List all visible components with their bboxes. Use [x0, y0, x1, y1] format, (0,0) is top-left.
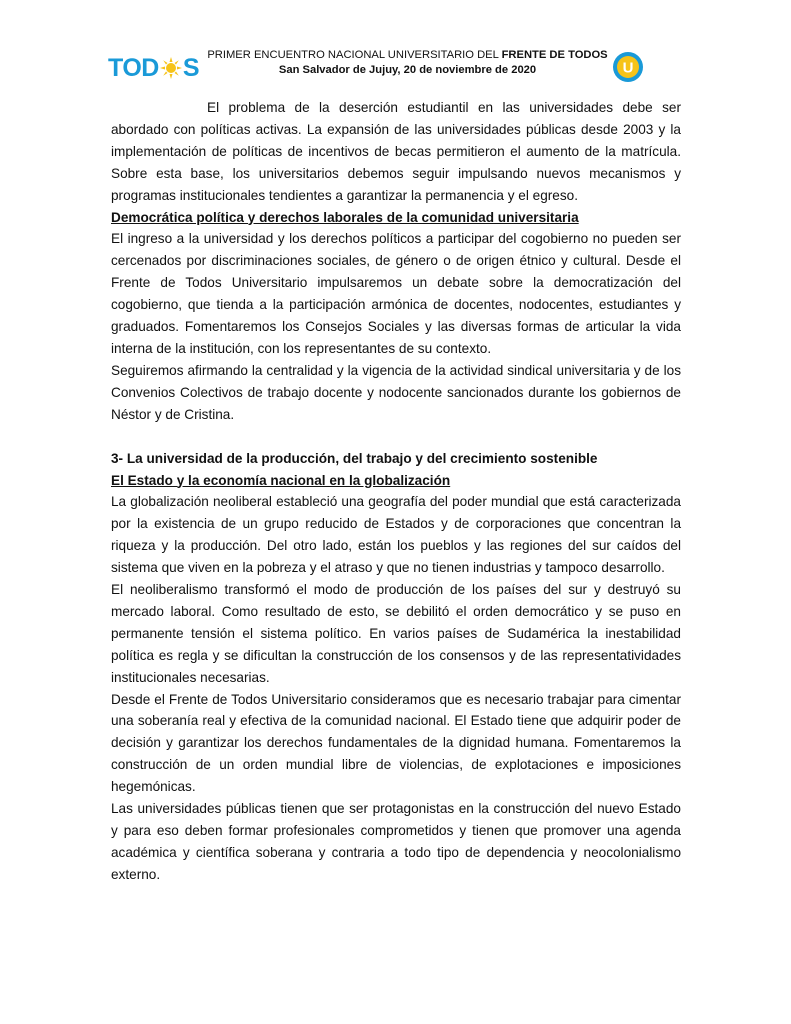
heading-estado-economia: El Estado y la economía nacional en la globalización — [111, 472, 451, 488]
header-line-1-plain: PRIMER ENCUENTRO NACIONAL UNIVERSITARIO DEL — [207, 49, 502, 61]
paragraph-globalizacion: La globalización neoliberal estableció una geografía del poder mundial que está caracterizada por la existencia de un grupo reducido de Estados y de corporaciones que concentran la riqueza y la producción. Del otro lado, están los pueblos y las regiones del sur caídos del sistema que viven en la pobreza y el atraso y que no tienen industrias y tampoco desarrollo. — [111, 494, 681, 576]
logo-text-a: TOD — [108, 53, 159, 82]
sun-icon — [160, 57, 182, 79]
header-line-2: San Salvador de Jujuy, 20 de noviembre de 2020 — [278, 64, 537, 76]
document-body — [111, 97, 681, 886]
paragraph-neoliberalismo: El neoliberalismo transformó el modo de producción de los países del sur y destruyó su mercado laboral. Como resultado de esto, se debilitó el orden democrático y se puso en permanente tensión el sistema político. En varios países de Sudamérica la inestabilidad política es regla y se dificultan la construcción de los consensos y de las representatividades institucionales necesarias. — [111, 582, 681, 685]
blank-line — [111, 426, 681, 448]
todos-logo — [108, 53, 208, 83]
paragraph-ingreso: El ingreso a la universidad y los derechos políticos a participar del cogobierno no pueden ser cercenados por discriminaciones sociales, de género o de origen étnico y cultural. Desde el Frente de Todos Universitario impulsaremos un debate sobre la democratización del cogobierno, que tienda a la participación armónica de docentes, nodocentes, estudiantes y graduados. Fomentaremos los Consejos Sociales y las diversas formas de articular la vida interna de la institución, con los representantes de su contexto. — [111, 231, 681, 356]
header-line-1 — [205, 48, 610, 63]
university-u-letter: U — [622, 59, 634, 77]
paragraph-universidades-publicas: Las universidades públicas tienen que ser protagonistas en la construcción del nuevo Estado y para eso deben formar profesionales comprometidos y tienen que promover una agenda académica y científica soberana y contraria a todo tipo de dependencia y neocolonialismo externo. — [111, 801, 681, 882]
header-line-1-bold: FRENTE DE TODOS — [501, 49, 608, 61]
page-header — [0, 0, 791, 95]
paragraph-sindical: Seguiremos afirmando la centralidad y la vigencia de la actividad sindical universitaria y de los Convenios Colectivos de trabajo docente y nodocente sancionados durante los gobiernos de Néstor y de Cristina. — [111, 362, 681, 422]
header-title — [205, 48, 610, 78]
paragraph-soberania: Desde el Frente de Todos Universitario consideramos que es necesario trabajar para cimentar una soberanía real y efectiva de la comunidad nacional. El Estado tiene que adquirir poder de decisión y garantizar los derechos fundamentales de la dignidad humana. Fomentaremos la construcción de un orden mundial libre de violencias, de explotaciones e imposiciones hegemónicas. — [111, 691, 681, 795]
paragraph-desercion: El problema de la deserción estudiantil en las universidades debe ser abordado con políticas activas. La expansión de las universidades públicas desde 2003 y la implementación de políticas de incentivos de becas permitieron el aumento de la matrícula. Sobre esta base, los universitarios debemos seguir impulsando nuevos mecanismos y programas institucionales tendientes a garantizar la permanencia y el egreso. — [111, 100, 681, 203]
university-u-logo — [612, 51, 644, 83]
heading-democratica: Democrática política y derechos laborales de la comunidad universitaria — [111, 209, 579, 225]
section-title-3: 3- La universidad de la producción, del trabajo y del crecimiento sostenible — [111, 450, 598, 466]
logo-text-b: S — [182, 53, 200, 82]
